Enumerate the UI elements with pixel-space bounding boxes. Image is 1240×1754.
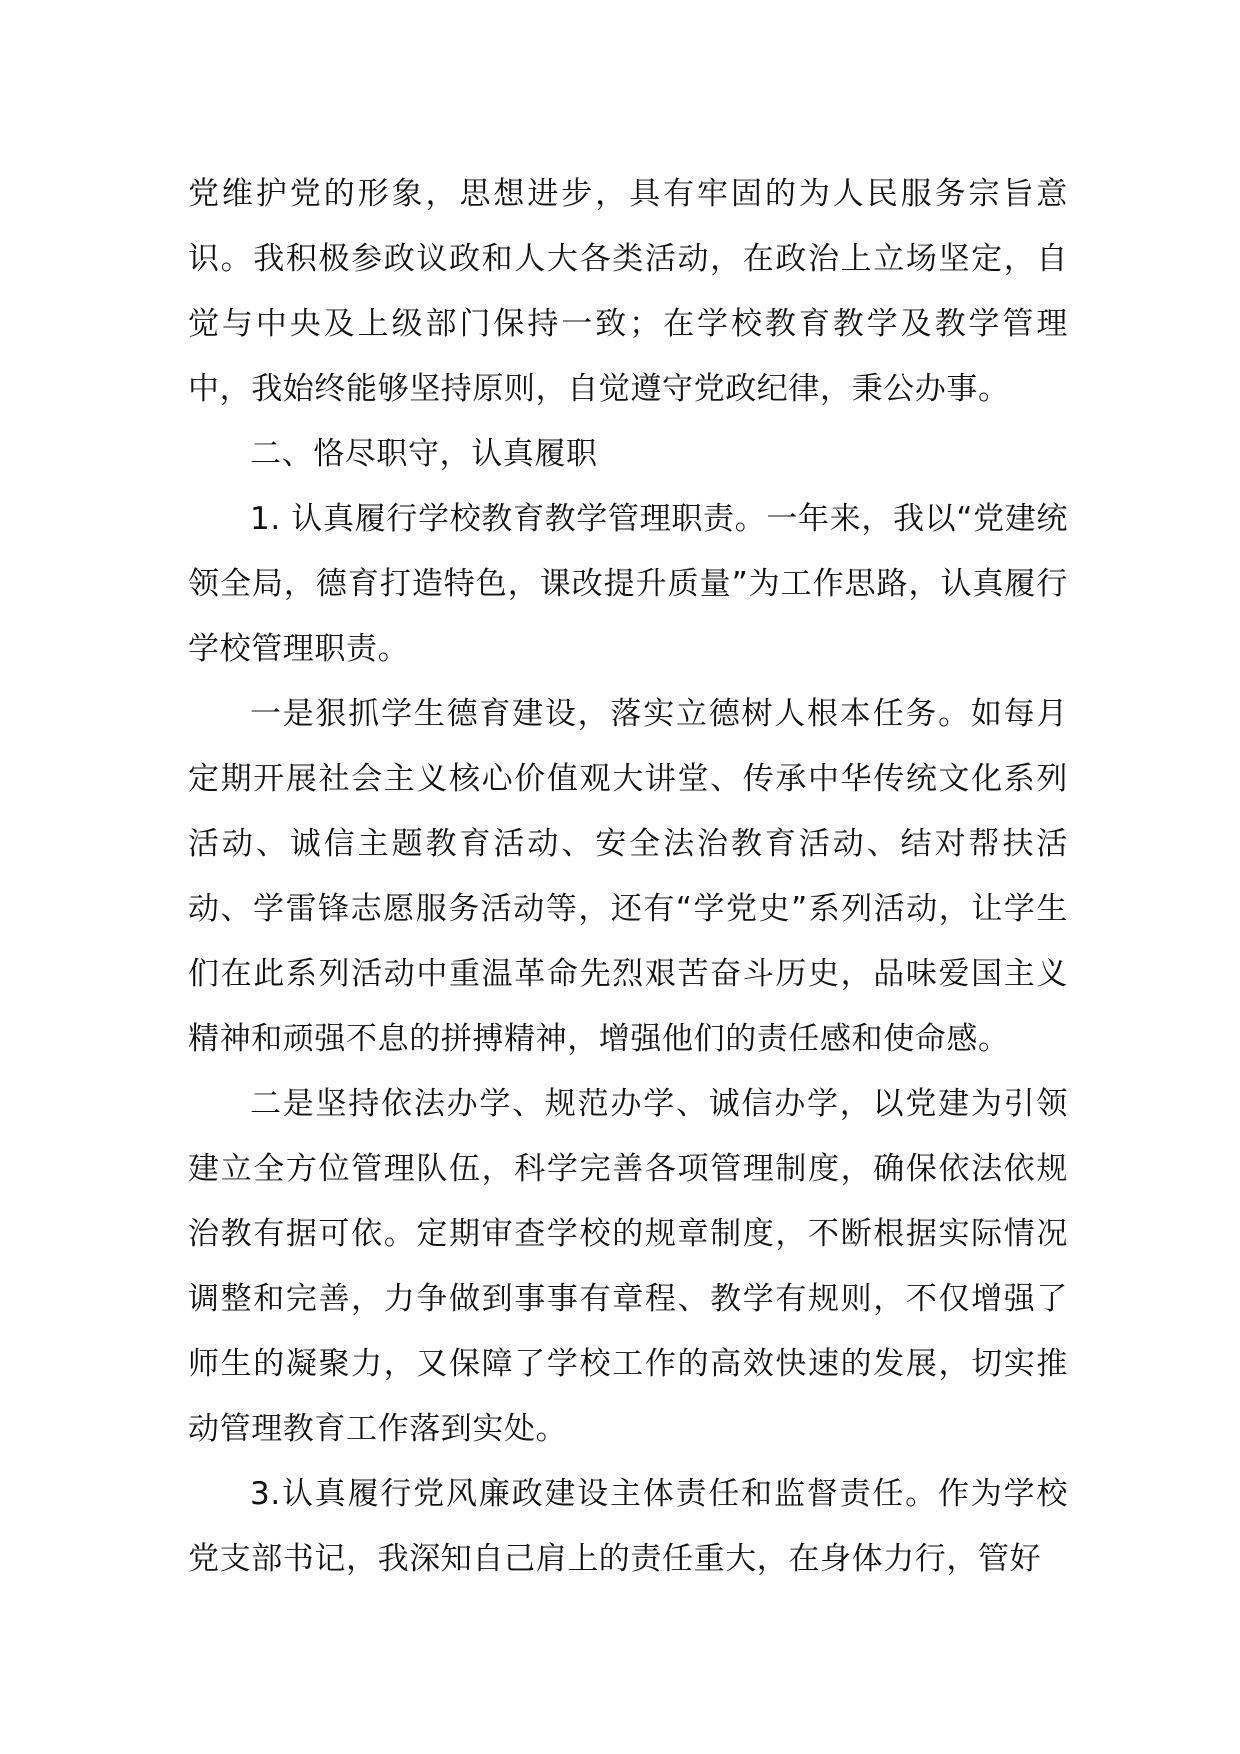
paragraph-continuation: 党维护党的形象，思想进步，具有牢固的为人民服务宗旨意识。我积极参政议政和人大各类活动，在政治上立场坚定，自觉与中央及上级部门保持一致；在学校教育教学及教学管理中，我始终能够坚持原则，自觉遵守党政纪律，秉公办事。	[188, 176, 1068, 407]
paragraph-law-based-management: 二是坚持依法办学、规范办学、诚信办学，以党建为引领建立全方位管理队伍，科学完善各项管理制度，确保依法依规治教有据可依。定期审查学校的规章制度，不断根据实际情况调整和完善，力争做到事事有章程、教学有规则，不仅增强了师生的凝聚力，又保障了学校工作的高效快速的发展，切实推动管理教育工作落到实处。	[188, 1086, 1068, 1447]
paragraph-item-3: 3.认真履行党风廉政建设主体责任和监督责任。作为学校党支部书记，我深知自己肩上的责任重大，在身体力行，管好	[188, 1476, 1068, 1577]
section-heading: 二、恪尽职守，认真履职	[250, 436, 598, 472]
document-body	[188, 162, 1068, 1592]
paragraph-item-1: 1. 认真履行学校教育教学管理职责。一年来，我以“党建统领全局，德育打造特色，课改提升质量”为工作思路，认真履行学校管理职责。	[188, 501, 1068, 667]
paragraph-moral-education: 一是狠抓学生德育建设，落实立德树人根本任务。如每月定期开展社会主义核心价值观大讲堂、传承中华传统文化系列活动、诚信主题教育活动、安全法治教育活动、结对帮扶活动、学雷锋志愿服务活动等，还有“学党史”系列活动，让学生们在此系列活动中重温革命先烈艰苦奋斗历史，品味爱国主义精神和顽强不息的拼搏精神，增强他们的责任感和使命感。	[188, 696, 1068, 1057]
